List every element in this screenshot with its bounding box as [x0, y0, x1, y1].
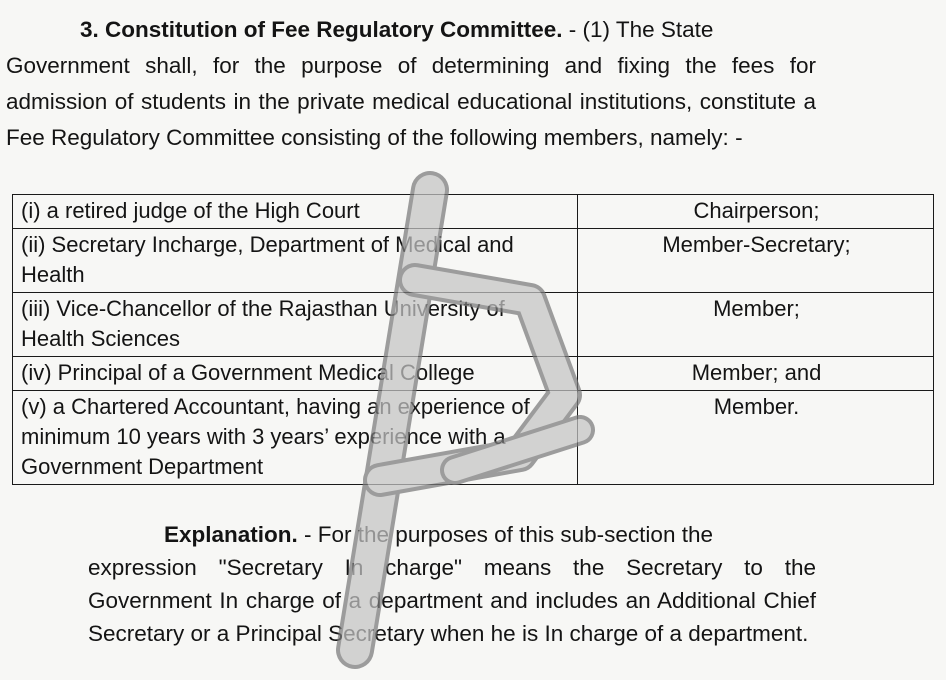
member-description: (iii) Vice-Chancellor of the Rajasthan University of Health Sciences	[13, 293, 578, 357]
member-role: Member-Secretary;	[578, 229, 934, 293]
table-row	[13, 357, 934, 391]
table-row	[13, 293, 934, 357]
section-intro-rest: Government shall, for the purpose of determining and fixing the fees for admission of students in the private medical educational institutions, constitute a Fee Regulatory Committee consisting of the following members, namely: -	[6, 53, 816, 150]
explanation-label: Explanation.	[164, 522, 298, 547]
member-role: Member.	[578, 391, 934, 485]
member-description: (iv) Principal of a Government Medical College	[13, 357, 578, 391]
table-row	[13, 391, 934, 485]
section-first-line	[6, 12, 816, 48]
section-3-paragraph	[6, 12, 816, 156]
section-heading: 3. Constitution of Fee Regulatory Committee.	[80, 17, 563, 42]
table-row	[13, 229, 934, 293]
member-role: Member; and	[578, 357, 934, 391]
member-role: Member;	[578, 293, 934, 357]
table-row	[13, 195, 934, 229]
explanation-first: - For the purposes of this sub-section the	[297, 522, 713, 547]
explanation-paragraph	[88, 518, 816, 650]
member-role: Chairperson;	[578, 195, 934, 229]
committee-members-table	[12, 194, 934, 485]
explanation-rest: expression "Secretary In charge" means the Secretary to the Government In charge of a department and includes an Additional Chief Secretary or a Principal Secretary when he is In charge of a department.	[88, 555, 816, 646]
member-description: (v) a Chartered Accountant, having an experience of minimum 10 years with 3 years’ experience with a Government Department	[13, 391, 578, 485]
explanation-first-line	[88, 518, 816, 551]
member-description: (i) a retired judge of the High Court	[13, 195, 578, 229]
section-intro-first: - (1) The State	[562, 17, 714, 42]
member-description: (ii) Secretary Incharge, Department of Medical and Health	[13, 229, 578, 293]
